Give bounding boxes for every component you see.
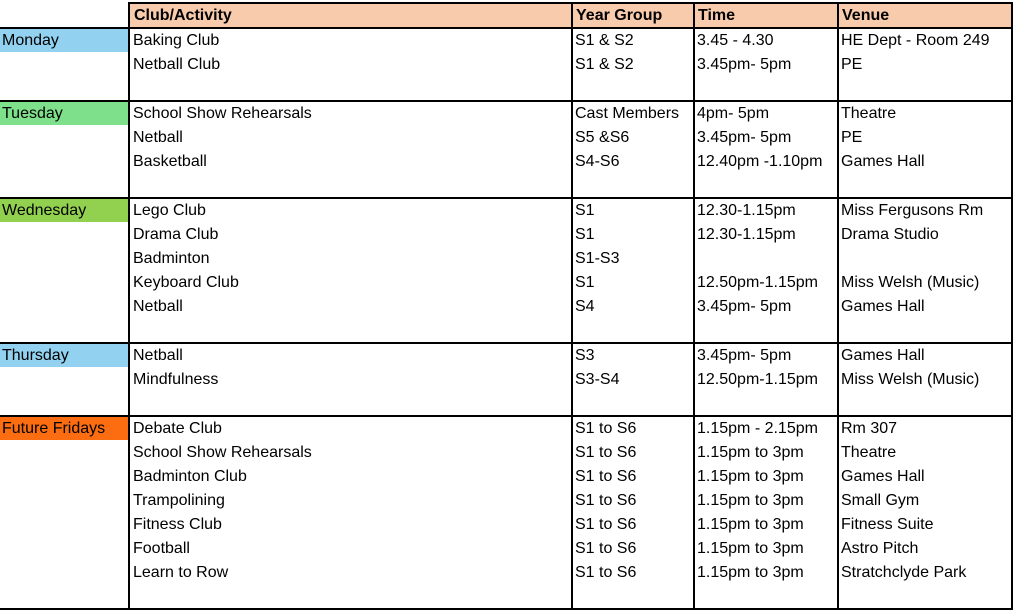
cell-venue: Drama Studio	[841, 226, 939, 243]
cell-year: S1 to S6	[575, 492, 637, 509]
cell-activity: Baking Club	[133, 32, 220, 49]
horizontal-rule	[0, 27, 1013, 29]
cell-activity: Netball	[133, 129, 183, 146]
cell-activity: School Show Rehearsals	[133, 105, 312, 122]
day-name: Monday	[2, 32, 59, 49]
horizontal-rule	[0, 197, 1013, 199]
cell-year: S1	[575, 202, 595, 219]
cell-venue: Games Hall	[841, 347, 925, 364]
cell-time: 1.15pm to 3pm	[697, 564, 804, 581]
cell-venue: Theatre	[841, 444, 897, 461]
cell-year: S1 to S6	[575, 468, 637, 485]
cell-time: 3.45pm- 5pm	[697, 347, 792, 364]
cell-activity: Mindfulness	[133, 371, 219, 388]
day-name: Tuesday	[2, 105, 63, 122]
cell-venue: HE Dept - Room 249	[841, 32, 990, 49]
horizontal-rule	[0, 100, 1013, 102]
cell-activity: Netball Club	[133, 56, 221, 73]
cell-activity: Keyboard Club	[133, 274, 239, 291]
day-label-friday	[0, 417, 128, 440]
horizontal-rule	[0, 342, 1013, 344]
horizontal-rule	[0, 608, 1013, 610]
cell-activity: Trampolining	[133, 492, 225, 509]
cell-time: 1.15pm to 3pm	[697, 444, 804, 461]
header-time: Time	[698, 7, 736, 24]
cell-activity: Lego Club	[133, 202, 206, 219]
cell-time: 12.30-1.15pm	[697, 202, 796, 219]
cell-year: S1 to S6	[575, 444, 637, 461]
day-name: Wednesday	[2, 202, 87, 219]
header-activity: Club/Activity	[134, 7, 232, 24]
cell-year: S1-S3	[575, 250, 620, 267]
cell-venue: Stratchclyde Park	[841, 564, 967, 581]
cell-year: S1 to S6	[575, 540, 637, 557]
cell-activity: Learn to Row	[133, 564, 229, 581]
cell-time: 12.50pm-1.15pm	[697, 274, 818, 291]
day-label-wednesday	[0, 199, 128, 222]
cell-year: S1	[575, 226, 595, 243]
cell-time: 12.30-1.15pm	[697, 226, 796, 243]
cell-time: 4pm- 5pm	[697, 105, 770, 122]
cell-time: 12.50pm-1.15pm	[697, 371, 818, 388]
cell-venue: Astro Pitch	[841, 540, 919, 557]
cell-time: 1.15pm to 3pm	[697, 492, 804, 509]
vertical-rule	[693, 2, 695, 609]
cell-venue: Games Hall	[841, 298, 925, 315]
cell-venue: PE	[841, 129, 863, 146]
cell-year: S3-S4	[575, 371, 620, 388]
day-label-thursday	[0, 344, 128, 367]
cell-year: S3	[575, 347, 595, 364]
cell-venue: Fitness Suite	[841, 516, 934, 533]
cell-year: S1 & S2	[575, 56, 634, 73]
cell-activity: Badminton Club	[133, 468, 247, 485]
cell-venue: Theatre	[841, 105, 897, 122]
cell-year: S1	[575, 274, 595, 291]
cell-year: S1 & S2	[575, 32, 634, 49]
cell-venue: Miss Welsh (Music)	[841, 371, 980, 388]
cell-venue: Small Gym	[841, 492, 920, 509]
cell-venue: PE	[841, 56, 863, 73]
cell-year: S1 to S6	[575, 564, 637, 581]
cell-time: 1.15pm to 3pm	[697, 468, 804, 485]
day-label-monday	[0, 29, 128, 52]
day-name: Thursday	[2, 347, 69, 364]
day-name: Future Fridays	[2, 420, 106, 437]
cell-year: Cast Members	[575, 105, 680, 122]
cell-time: 3.45pm- 5pm	[697, 298, 792, 315]
cell-activity: Football	[133, 540, 190, 557]
cell-venue: Miss Fergusons Rm	[841, 202, 984, 219]
cell-year: S5 &S6	[575, 129, 630, 146]
cell-activity: Basketball	[133, 153, 207, 170]
cell-activity: School Show Rehearsals	[133, 444, 312, 461]
cell-activity: Fitness Club	[133, 516, 222, 533]
header-venue: Venue	[842, 7, 890, 24]
cell-activity: Badminton	[133, 250, 210, 267]
cell-time: 3.45pm- 5pm	[697, 56, 792, 73]
cell-time: 1.15pm - 2.15pm	[697, 420, 818, 437]
cell-activity: Netball	[133, 298, 183, 315]
cell-year: S4	[575, 298, 595, 315]
cell-year: S4-S6	[575, 153, 620, 170]
cell-time: 1.15pm to 3pm	[697, 540, 804, 557]
day-label-tuesday	[0, 102, 128, 125]
cell-year: S1 to S6	[575, 516, 637, 533]
cell-venue: Miss Welsh (Music)	[841, 274, 980, 291]
vertical-rule	[571, 2, 573, 609]
cell-venue: Rm 307	[841, 420, 898, 437]
cell-time: 12.40pm -1.10pm	[697, 153, 823, 170]
vertical-rule	[128, 2, 130, 609]
cell-activity: Debate Club	[133, 420, 222, 437]
vertical-rule	[837, 2, 839, 609]
header-year-group: Year Group	[576, 7, 663, 24]
cell-time: 3.45 - 4.30	[697, 32, 774, 49]
cell-year: S1 to S6	[575, 420, 637, 437]
cell-time: 1.15pm to 3pm	[697, 516, 804, 533]
cell-activity: Netball	[133, 347, 183, 364]
cell-time: 3.45pm- 5pm	[697, 129, 792, 146]
cell-activity: Drama Club	[133, 226, 219, 243]
horizontal-rule	[0, 415, 1013, 417]
cell-venue: Games Hall	[841, 468, 925, 485]
cell-venue: Games Hall	[841, 153, 925, 170]
